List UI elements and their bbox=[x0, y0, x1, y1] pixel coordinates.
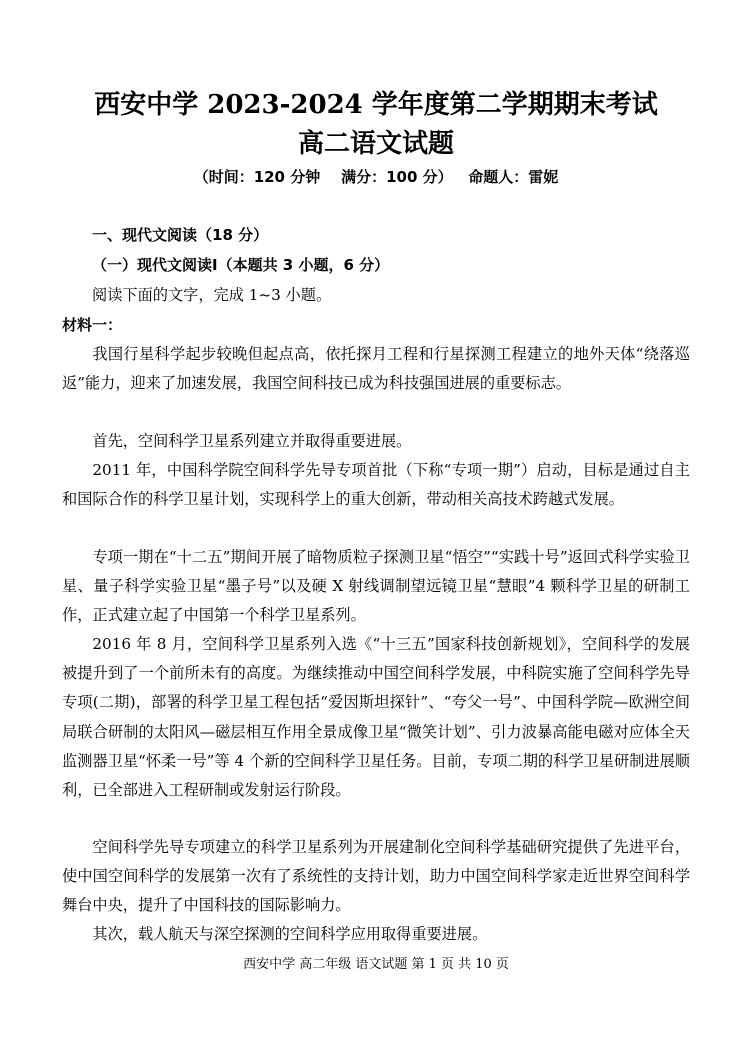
material-label: 材料一： bbox=[62, 316, 123, 334]
instruction-text: 阅读下面的文字，完成 1~3 小题。 bbox=[92, 286, 332, 304]
paragraph: 2011 年，中国科学院空间科学先导专项首批（下称“专项一期”）启动，目标是通过自主和国际合作的科学卫星计划，实现科学上的重大创新，带动相关高技术跨越式发展。 bbox=[62, 461, 690, 509]
exam-subtitle: 高二语文试题 bbox=[297, 129, 454, 159]
paragraph: 其次，载人航天与深空探测的空间科学应用取得重要进展。 bbox=[92, 925, 488, 943]
paragraph: 专项一期在“十二五”期间开展了暗物质粒子探测卫星“悟空”“实践十号”返回式科学实验卫星、量子科学实验卫星“墨子号”以及硬 X 射线调制望远镜卫星“慧眼”4 颗科学卫星的研制工作，正式建立起了中国第一个科学卫星系列。 bbox=[62, 548, 690, 625]
paragraph: 2016 年 8 月，空间科学卫星系列入选《“十三五”国家科技创新规划》，空间科学的发展被提升到了一个前所未有的高度。为继续推动中国空间科学发展，中科院实施了空间科学先导专项(二期)，部署的科学卫星工程包括“爱因斯坦探针”、“夸父一号”、中国科学院—欧洲空间局联合研制的太阳风—磁层相互作用全景成像卫星“微笑计划”、引力波暴高能电磁对应体全天监测器卫星“怀柔一号”等 4 个新的空间科学卫星任务。目前，专项二期的科学卫星研制进展顺利，已全部进入工程研制或发射运行阶段。 bbox=[62, 635, 690, 800]
sub-section-heading: （一）现代文阅读Ⅰ（本题共 3 小题，6 分） bbox=[92, 256, 390, 274]
paragraph: 我国行星科学起步较晚但起点高，依托探月工程和行星探测工程建立的地外天体“绕落巡返”能力，迎来了加速发展，我国空间科技已成为科技强国进展的重要标志。 bbox=[62, 345, 690, 393]
exam-title: 西安中学 2023-2024 学年度第二学期期末考试 bbox=[94, 90, 658, 120]
paragraph: 首先，空间科学卫星系列建立并取得重要进展。 bbox=[92, 432, 412, 450]
page-footer: 西安中学 高二年级 语文试题 第 1 页 共 10 页 bbox=[243, 957, 509, 972]
exam-meta: （时间：120 分钟 满分：100 分） 命题人：雷妮 bbox=[193, 168, 559, 186]
section-heading: 一、现代文阅读（18 分） bbox=[92, 226, 269, 244]
paragraph: 空间科学先导专项建立的科学卫星系列为开展建制化空间科学基础研究提供了先进平台，使中国空间科学的发展第一次有了系统性的支持计划，助力中国空间科学家走近世界空间科学舞台中央，提升了中国科技的国际影响力。 bbox=[62, 838, 690, 915]
